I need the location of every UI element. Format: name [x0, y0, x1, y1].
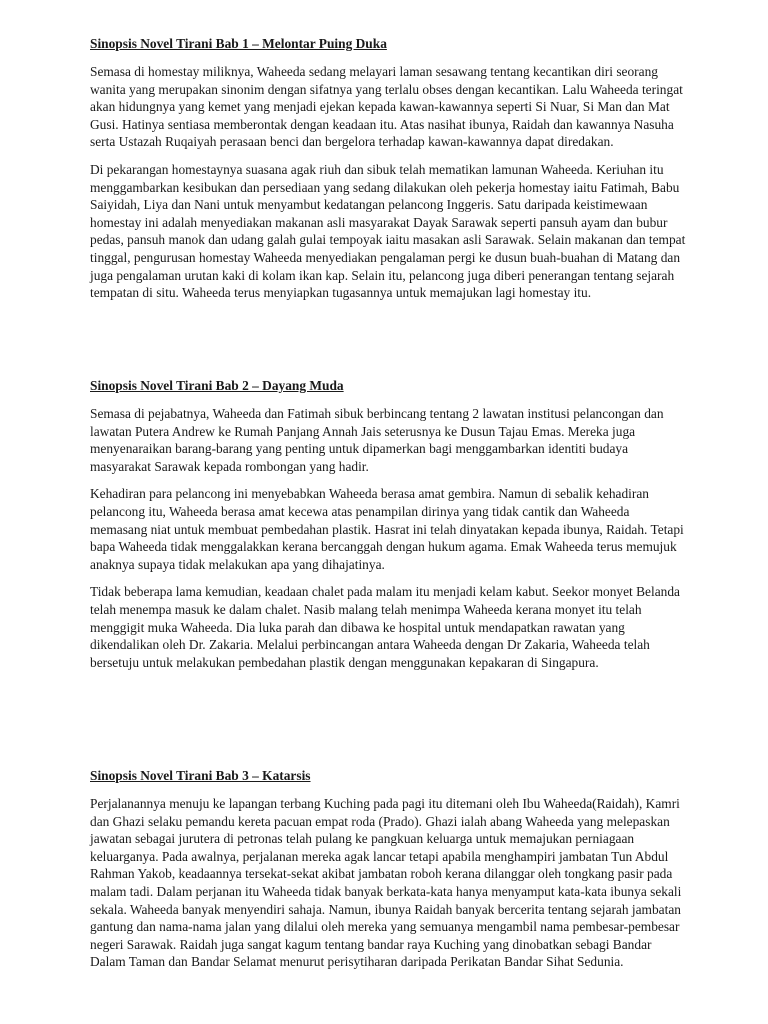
- section-heading: Sinopsis Novel Tirani Bab 2 – Dayang Muda: [90, 378, 344, 393]
- section-heading: Sinopsis Novel Tirani Bab 3 – Katarsis: [90, 768, 311, 783]
- synopsis-section-bab-2: [90, 377, 688, 681]
- paragraph: Semasa di pejabatnya, Waheeda dan Fatimah sibuk berbincang tentang 2 lawatan institusi pelancongan dan lawatan Putera Andrew ke Rumah Panjang Annah Jais seterusnya ke Dusun Tajau Emas. Mereka juga menyenaraikan barang-barang yang penting untuk dipamerkan bagi menggambarkan identiti budaya masyarakat Sarawak kepada rombongan yang hadir.: [90, 406, 664, 474]
- paragraph: Semasa di homestay miliknya, Waheeda sedang melayari laman sesawang tentang kecantikan diri seorang wanita yang merupakan sinonim dengan sifatnya yang terlalu obses dengan kecantikan. Lalu Waheeda teringat akan hidungnya yang kemet yang menjadi ejekan kepada kawan-kawannya seperti Si Nuar, Si Man dan Mat Gusi. Hatinya sentiasa memberontak dengan keadaan itu. Atas nasihat ibunya, Raidah dan kawannya Nasuha serta Ustazah Ruqaiyah perasaan benci dan bergelora terhadap kawan-kawannya dapat diredakan.: [90, 64, 683, 150]
- synopsis-section-bab-1: [90, 35, 688, 312]
- section-heading: Sinopsis Novel Tirani Bab 1 – Melontar Puing Duka: [90, 36, 387, 51]
- paragraph: Kehadiran para pelancong ini menyebabkan Waheeda berasa amat gembira. Namun di sebalik kehadiran pelancong itu, Waheeda berasa amat kecewa atas penampilan dirinya yang tidak cantik dan Waheeda memasang niat untuk membuat pembedahan plastik. Hasrat ini telah dinyatakan kepada ibunya, Raidah. Tetapi bapa Waheeda tidak menggalakkan kerana bercanggah dengan hukum agama. Emak Waheeda terus memujuk anaknya supaya tidak melakukan apa yang dihajatinya.: [90, 486, 684, 572]
- synopsis-section-bab-3: [90, 767, 688, 981]
- paragraph: Tidak beberapa lama kemudian, keadaan chalet pada malam itu menjadi kelam kabut. Seekor monyet Belanda telah menempa masuk ke dalam chalet. Nasib malang telah menimpa Waheeda kerana monyet itu telah menggigit muka Waheeda. Dia luka parah dan dibawa ke hospital untuk mendapatkan rawatan yang dikendalikan oleh Dr. Zakaria. Melalui perbincangan antara Waheeda dengan Dr Zakaria, Waheeda telah bersetuju untuk melakukan pembedahan plastik dengan menggunakan kepakaran di Singapura.: [90, 584, 680, 670]
- paragraph: Di pekarangan homestaynya suasana agak riuh dan sibuk telah mematikan lamunan Waheeda. Keriuhan itu menggambarkan kesibukan dan persediaan yang sedang dilakukan oleh pekerja homestay iaitu Fatimah, Babu Saiyidah, Liya dan Nani untuk menyambut kedatangan pelancong Inggeris. Satu daripada keistimewaan homestay ini adalah menyediakan makanan asli masyarakat Dayak Sarawak seperti pansuh ayam dan bubur pedas, pansuh manok dan udang galah gulai tempoyak iaitu masakan asli Sarawak. Selain makanan dan tempat tinggal, pengurusan homestay Waheeda menyediakan pengalaman pergi ke dusun buah-buahan di Matang dan juga pengalaman urutan kaki di kolam ikan kap. Selain itu, pelancong juga diberi penerangan tentang sejarah tempatan di situ. Waheeda terus menyiapkan tugasannya untuk memajukan lagi homestay itu.: [90, 161, 686, 301]
- paragraph: Perjalanannya menuju ke lapangan terbang Kuching pada pagi itu ditemani oleh Ibu Waheeda(Raidah), Kamri dan Ghazi selaku pemandu kereta pacuan empat roda (Prado). Ghazi ialah abang Waheeda yang melepaskan jawatan sebagai jurutera di petronas telah pulang ke pangkuan keluarga untuk memajukan perniagaan keluarganya. Pada awalnya, perjalanan mereka agak lancar tetapi apabila menghampiri jambatan Tun Abdul Rahman Yakob, keadaannya tersekat-sekat akibat jambatan roboh kerana dilanggar oleh tongkang pasir pada malam tadi. Dalam perjanan itu Waheeda tidak banyak berkata-kata hanya menyamput kata-kata ibunya sekali sekala. Waheeda banyak menyendiri sahaja. Namun, ibunya Raidah banyak bercerita tentang sejarah jambatan gantung dan nama-nama jalan yang dilalui oleh mereka yang semuanya mengambil nama pembesar-pembesar negeri Sarawak. Raidah juga sangat kagum tentang bandar raya Kuching yang dinobatkan sebagi Bandar Dalam Taman dan Bandar Selamat menurut perisytiharan daripada Perikatan Bandar Sihat Sedunia.: [90, 796, 682, 970]
